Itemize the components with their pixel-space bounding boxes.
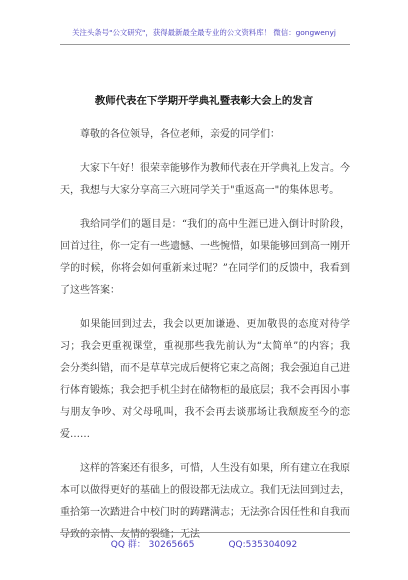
paragraph-salutation: 尊敬的各位领导，各位老师，亲爱的同学们： [80,129,280,140]
header-note: 关注头条号"公文研究"，获得最新最全最专业的公文资料库！ 微信：gongwenyj [72,28,336,37]
footer-contact [0,537,408,550]
footer-divider [60,532,350,533]
document-title: 教师代表在下学期开学典礼暨表彰大会上的发言 [94,95,314,107]
paragraph-reflection: 这样的答案还有很多，可惜，人生没有如果，所有建立在我原本可以做得更好的基础上的假设都无法成立。我们无法回到过去，重拾第一次踏进合中校门时的踌躇满志；无法弥合因任性和自我而导致的亲情、友情的裂缝；无法 [60,463,350,540]
header-divider [60,44,350,45]
paragraph-answers: 如果能回到过去，我会以更加谦逊、更加敬畏的态度对待学习；我会更重视课堂，重视那些我先前认为“太简单”的内容；我会分类纠错，而不是草草完成后便将它束之高阁；我会强迫自己进行体育锻炼；我会把手机尘封在储物柜的最底层；我不会再因小事与朋友争吵、对父母吼叫，我不会再去谈那场让我颓废至今的恋爱…… [60,319,350,440]
paragraph-greeting: 大家下午好！很荣幸能够作为教师代表在开学典礼上发言。今天，我想与大家分享高三六班同学关于"重返高一"的集体思考。 [60,163,350,196]
footer-qq: QQ:535304092 [228,540,298,550]
footer-qq-group: QQ 群： 30265665 [110,540,195,550]
document-body [60,124,350,558]
paragraph-question: 我给同学们的题目是：“我们的高中生涯已进入倒计时阶段，回首过往，你一定有一些遗憾、一些惋惜，如果能够回到高一刚开学的时候，你将会如何重新来过呢？”在同学们的反馈中，我看到了这些答案： [60,219,350,296]
